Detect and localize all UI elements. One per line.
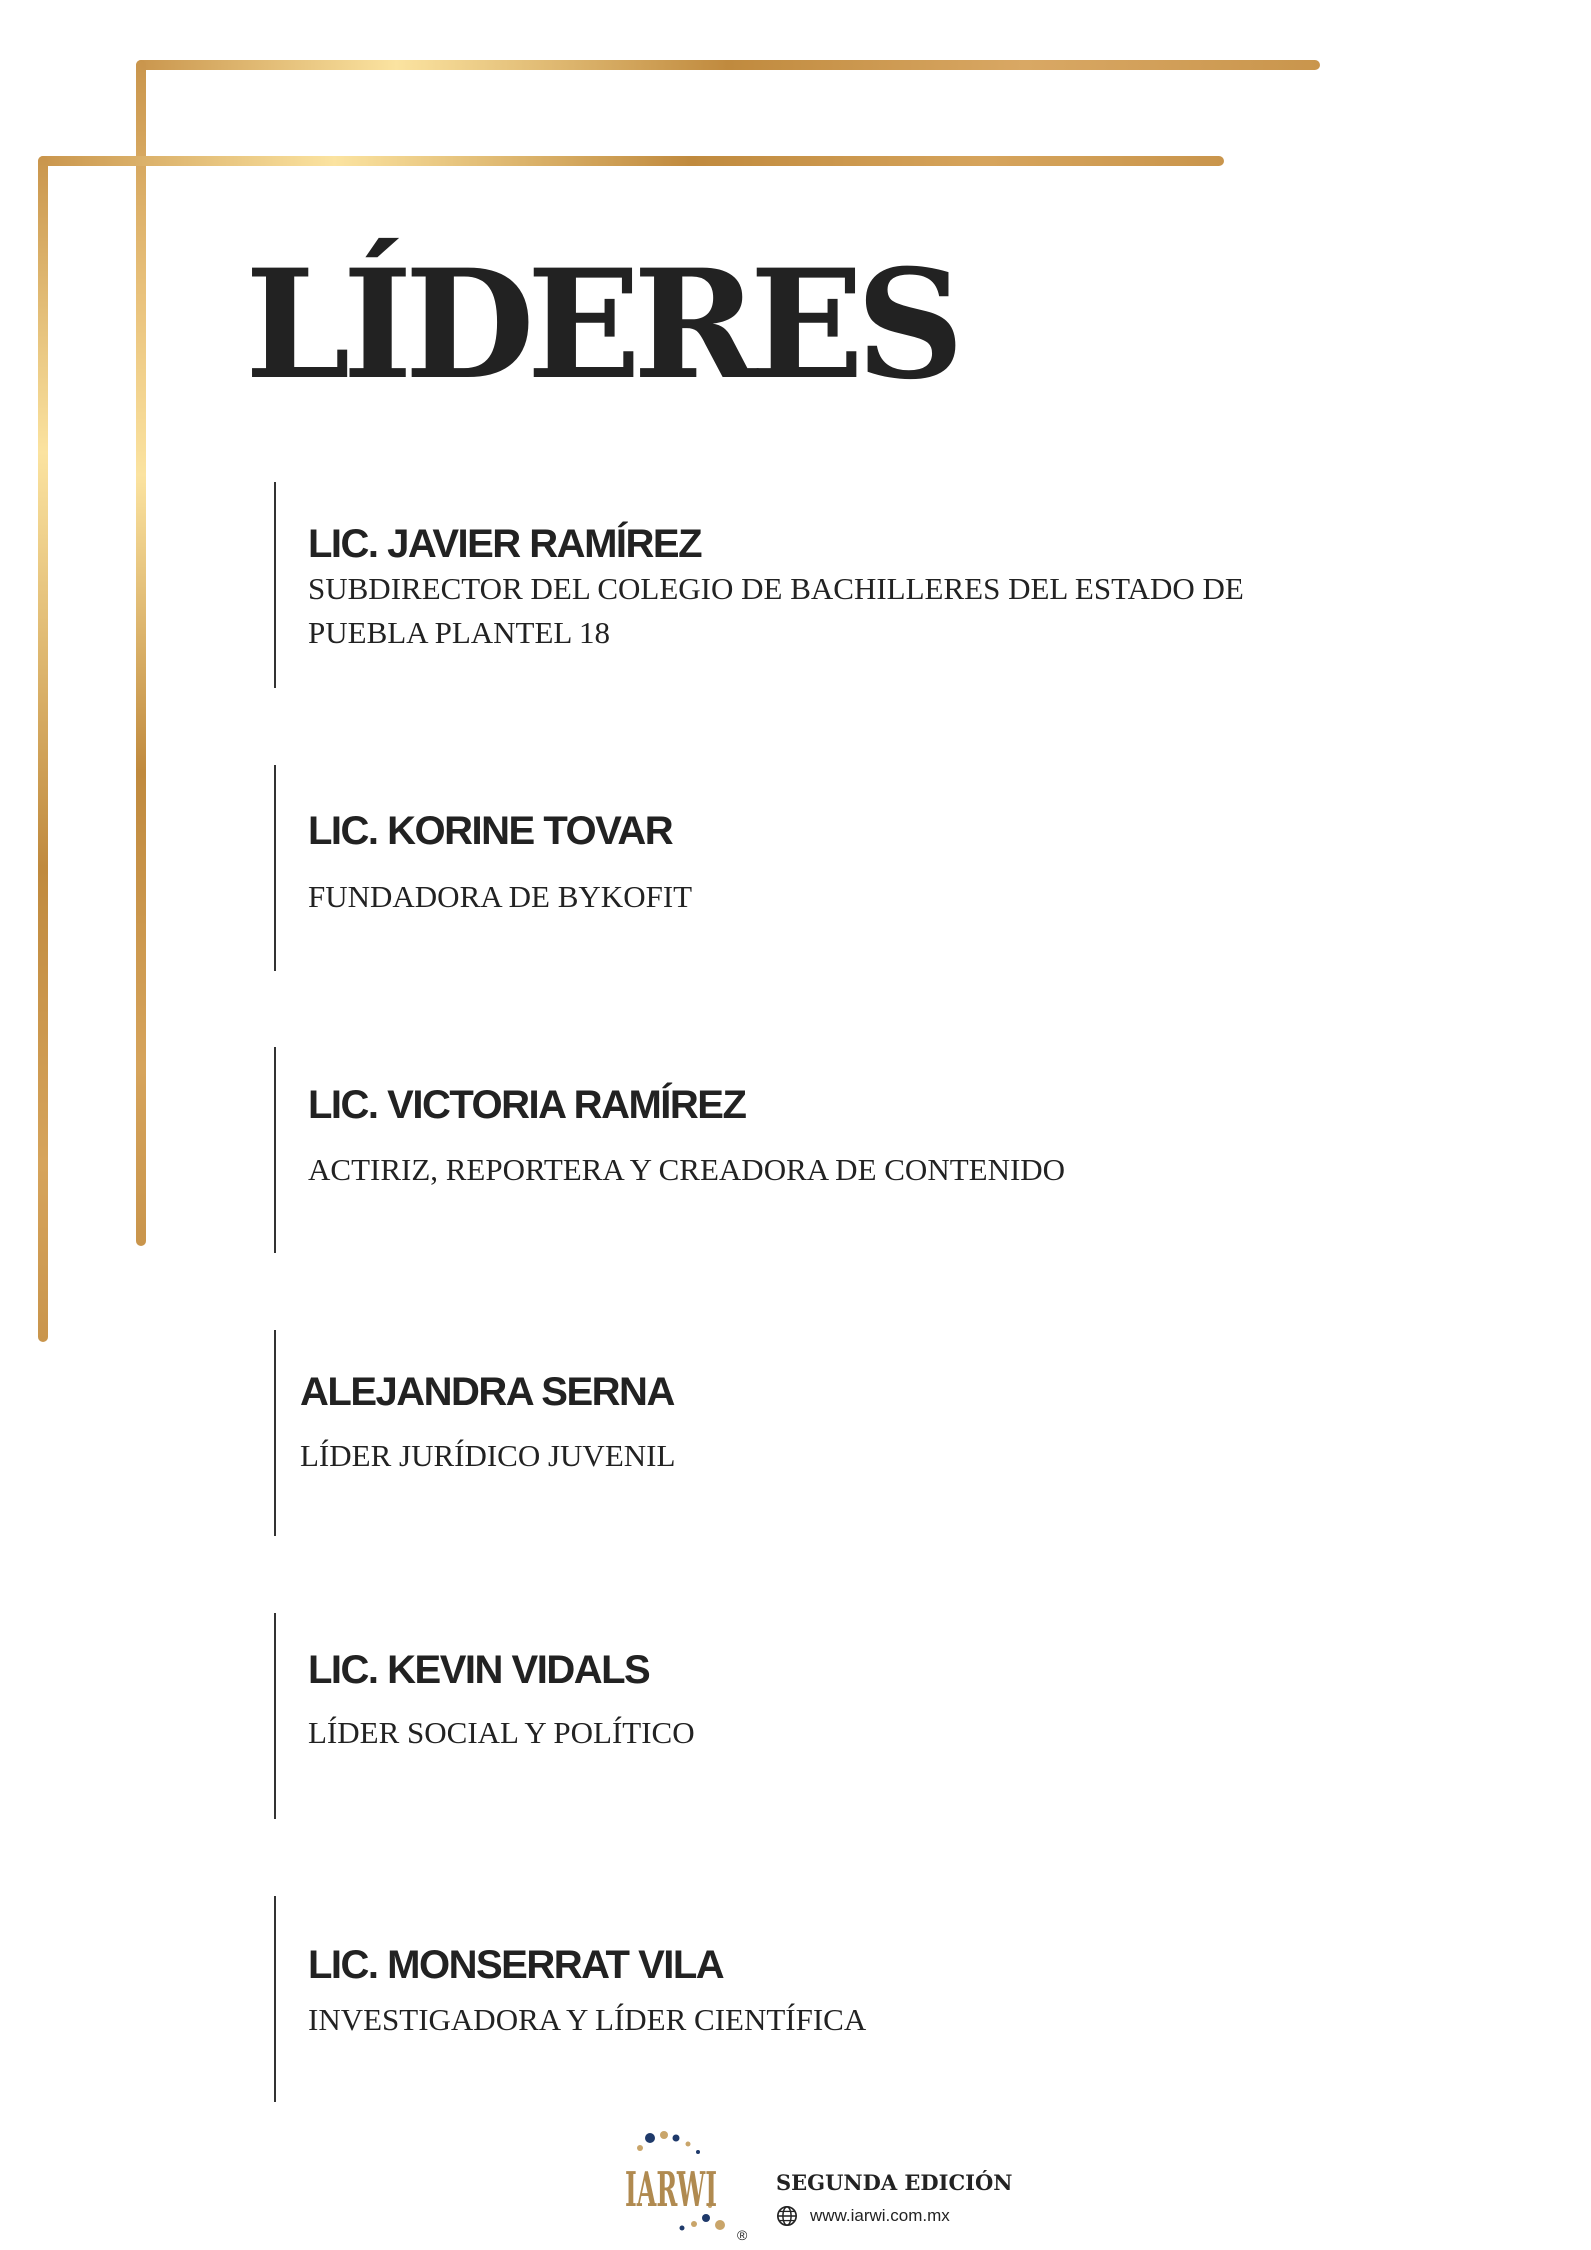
leader-name: ALEJANDRA SERNA — [300, 1370, 674, 1414]
gold-line-vertical-outer — [38, 156, 48, 1342]
leader-role: INVESTIGADORA Y LÍDER CIENTÍFICA — [308, 2002, 867, 2037]
gold-line-top — [136, 60, 1320, 70]
gold-line-second — [38, 156, 1224, 166]
edition-label: SEGUNDA EDICIÓN — [776, 2170, 1013, 2195]
website-row — [776, 2203, 950, 2229]
leader-item — [274, 482, 1374, 688]
leader-divider — [274, 1330, 276, 1536]
leader-divider — [274, 1613, 276, 1819]
leader-item — [274, 1330, 1374, 1536]
iarwi-logo — [620, 2128, 760, 2243]
leader-divider — [274, 765, 276, 971]
leader-name: LIC. VICTORIA RAMÍREZ — [308, 1083, 746, 1127]
leader-role: ACTIRIZ, REPORTERA Y CREADORA DE CONTENIDO — [308, 1152, 1066, 1187]
leader-divider — [274, 1047, 276, 1253]
page-title: LÍDERES — [245, 237, 957, 413]
leader-divider — [274, 1896, 276, 2102]
globe-icon — [776, 2205, 798, 2227]
leader-role: LÍDER JURÍDICO JUVENIL — [300, 1438, 676, 1473]
gold-line-vertical-inner — [136, 60, 146, 1246]
leader-name: LIC. JAVIER RAMÍREZ — [308, 522, 702, 566]
leader-item — [274, 1896, 1374, 2102]
leader-item — [274, 1613, 1374, 1819]
leader-name: LIC. KORINE TOVAR — [308, 809, 673, 853]
svg-text:®: ® — [737, 2227, 748, 2243]
leader-name: LIC. KEVIN VIDALS — [308, 1648, 650, 1692]
leader-divider — [274, 482, 276, 688]
leader-role: SUBDIRECTOR DEL COLEGIO DE BACHILLERES DEL ESTADO DE PUEBLA PLANTEL 18 — [308, 571, 1244, 650]
leader-role: LÍDER SOCIAL Y POLÍTICO — [308, 1715, 695, 1750]
leader-name: LIC. MONSERRAT VILA — [308, 1943, 724, 1987]
website-url[interactable]: www.iarwi.com.mx — [810, 2206, 950, 2225]
leader-role: FUNDADORA DE BYKOFIT — [308, 879, 693, 914]
svg-text:IARWI: IARWI — [625, 2162, 717, 2218]
leader-item — [274, 1047, 1374, 1253]
leader-item — [274, 765, 1374, 971]
